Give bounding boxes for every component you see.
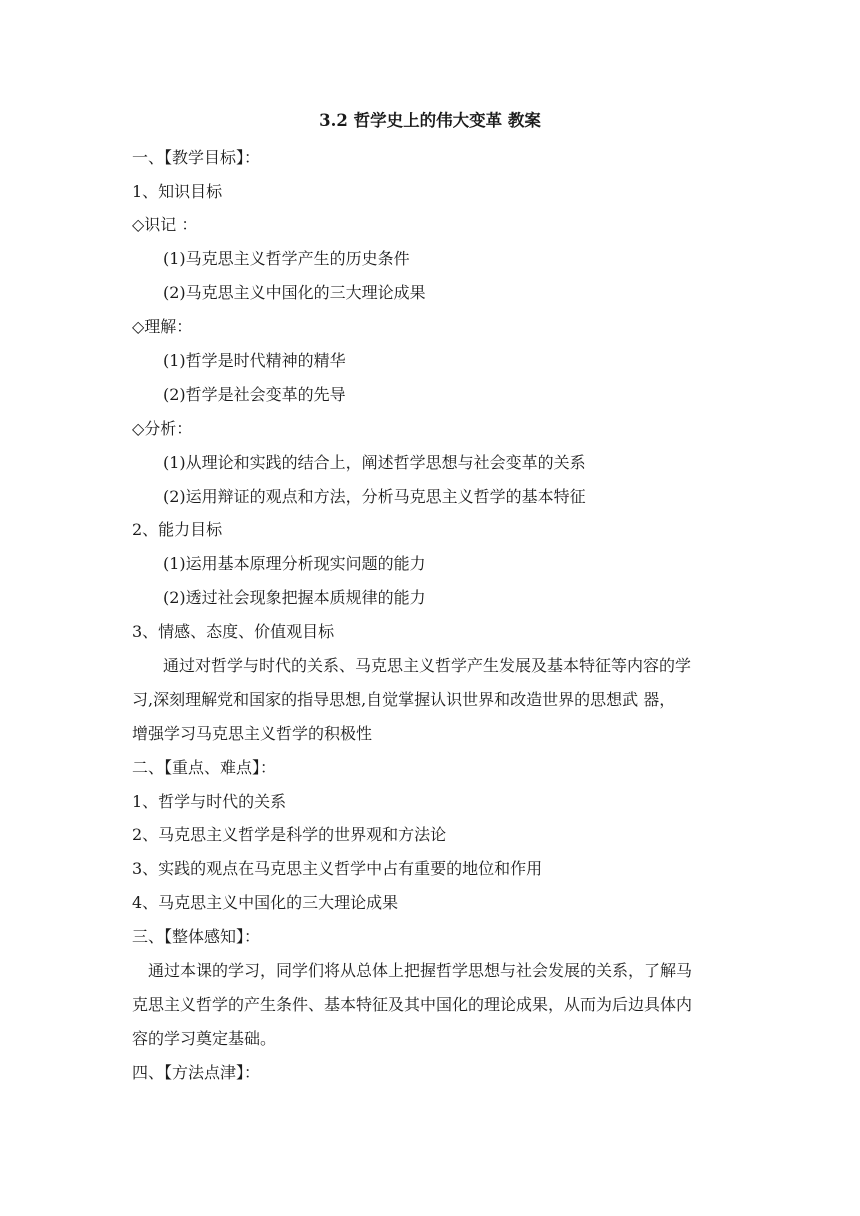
page-title: 3.2 哲学史上的伟大变革 教案 (319, 111, 541, 130)
emotion-paragraph-line: 通过对哲学与时代的关系、马克思主义哲学产生发展及基本特征等内容的学 (163, 656, 692, 675)
emotion-paragraph-line: 增强学习马克思主义哲学的积极性 (132, 724, 373, 743)
overview-paragraph-line: 通过本课的学习，同学们将从总体上把握哲学思想与社会发展的关系，了解马 (148, 961, 693, 980)
recall-item: (2)马克思主义中国化的三大理论成果 (163, 283, 426, 302)
ability-heading: 2、能力目标 (132, 520, 223, 539)
section2-heading: 二、【重点、难点】： (132, 758, 277, 777)
keypoint-item: 2、马克思主义哲学是科学的世界观和方法论 (132, 825, 447, 844)
keypoint-item: 1、哲学与时代的关系 (132, 792, 287, 811)
section1-heading: 一、【教学目标】： (132, 148, 261, 167)
understand-heading: ◇理解： (132, 317, 193, 336)
ability-item: (1)运用基本原理分析现实问题的能力 (163, 554, 426, 573)
recall-item: (1)马克思主义哲学产生的历史条件 (163, 249, 410, 268)
keypoint-item: 4、马克思主义中国化的三大理论成果 (132, 893, 399, 912)
overview-paragraph-line: 克思主义哲学的产生条件、基本特征及其中国化的理论成果，从而为后边具体内 (132, 995, 693, 1014)
emotion-heading: 3、情感、态度、价值观目标 (132, 622, 335, 641)
emotion-paragraph-line: 习,深刻理解党和国家的指导思想,自觉掌握认识世界和改造世界的思想武 器， (132, 690, 676, 709)
section3-heading: 三、【整体感知】： (132, 927, 261, 946)
recall-heading: ◇识记 ： (132, 215, 198, 234)
overview-paragraph-line: 容的学习奠定基础。 (132, 1029, 277, 1048)
keypoint-item: 3、实践的观点在马克思主义哲学中占有重要的地位和作用 (132, 859, 543, 878)
ability-item: (2)透过社会现象把握本质规律的能力 (163, 588, 426, 607)
analyze-item: (2)运用辩证的观点和方法，分析马克思主义哲学的基本特征 (163, 487, 586, 506)
understand-item: (1)哲学是时代精神的精华 (163, 351, 346, 370)
analyze-heading: ◇分析： (132, 419, 193, 438)
section4-heading: 四、【方法点津】： (132, 1063, 261, 1082)
knowledge-heading: 1、知识目标 (132, 182, 223, 201)
understand-item: (2)哲学是社会变革的先导 (163, 385, 346, 404)
analyze-item: (1)从理论和实践的结合上，阐述哲学思想与社会变革的关系 (163, 453, 586, 472)
